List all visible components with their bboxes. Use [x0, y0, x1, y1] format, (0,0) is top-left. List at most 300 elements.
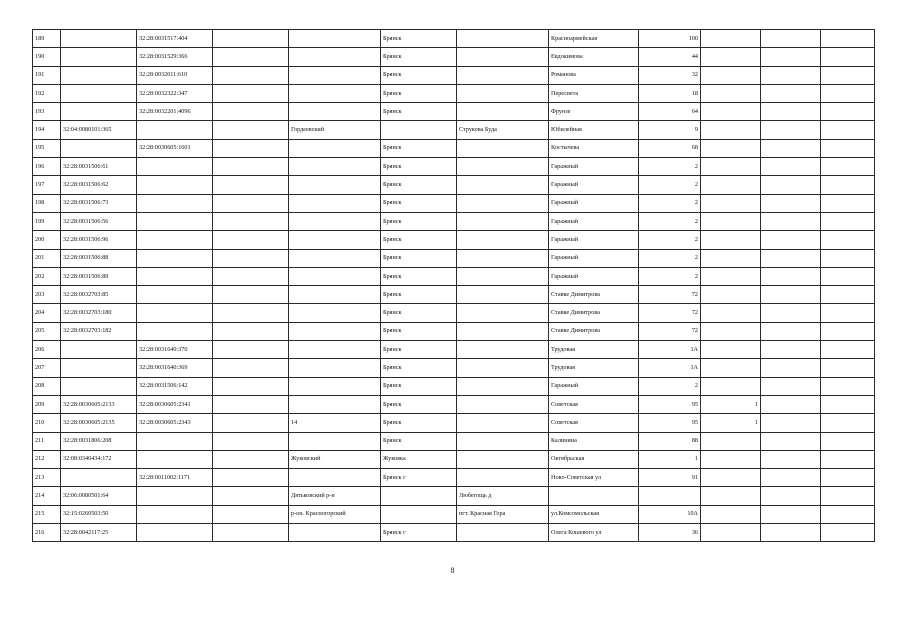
table-cell: 14: [289, 414, 381, 432]
table-cell: [761, 414, 821, 432]
table-cell: [213, 432, 289, 450]
table-cell: [61, 103, 137, 121]
table-cell: [701, 158, 761, 176]
table-cell: 32:28:0031506:96: [61, 231, 137, 249]
table-cell: 199: [33, 212, 61, 230]
table-cell: [761, 158, 821, 176]
table-cell: [289, 304, 381, 322]
table-cell: [289, 48, 381, 66]
table-row: [33, 487, 875, 505]
table-cell: Брянск: [381, 432, 457, 450]
table-cell: [821, 121, 875, 139]
table-cell: [821, 432, 875, 450]
table-cell: 1А: [639, 341, 701, 359]
table-cell: [701, 505, 761, 523]
table-cell: 100: [639, 30, 701, 48]
table-cell: Гаражный: [549, 158, 639, 176]
table-cell: [213, 450, 289, 468]
table-cell: [701, 139, 761, 157]
register-sheet: [32, 29, 875, 542]
table-row: [33, 341, 875, 359]
table-cell: [701, 341, 761, 359]
table-cell: [289, 194, 381, 212]
table-cell: 32:28:0030605:2135: [61, 414, 137, 432]
table-cell: 190: [33, 48, 61, 66]
table-cell: [761, 121, 821, 139]
table-cell: [289, 469, 381, 487]
table-cell: 207: [33, 359, 61, 377]
table-cell: [701, 231, 761, 249]
table-cell: [701, 359, 761, 377]
table-cell: [213, 469, 289, 487]
table-row: [33, 395, 875, 413]
table-cell: 88: [639, 432, 701, 450]
table-cell: 203: [33, 286, 61, 304]
table-cell: 215: [33, 505, 61, 523]
table-cell: 32:28:0031506:56: [61, 212, 137, 230]
table-cell: р-он. Красногорский: [289, 505, 381, 523]
table-cell: [701, 322, 761, 340]
table-cell: Любегощь д: [457, 487, 549, 505]
table-cell: [61, 48, 137, 66]
table-cell: 2: [639, 377, 701, 395]
table-cell: Олега Кошевого ул: [549, 524, 639, 542]
table-cell: [701, 30, 761, 48]
table-cell: Брянск: [381, 176, 457, 194]
table-cell: [761, 103, 821, 121]
table-cell: 210: [33, 414, 61, 432]
table-cell: [137, 158, 213, 176]
table-cell: Советская: [549, 395, 639, 413]
table-cell: [761, 66, 821, 84]
table-cell: 32:28:0031506:73: [61, 194, 137, 212]
table-row: [33, 304, 875, 322]
table-cell: [821, 469, 875, 487]
table-cell: 213: [33, 469, 61, 487]
table-cell: [213, 267, 289, 285]
table-row: [33, 432, 875, 450]
table-cell: 216: [33, 524, 61, 542]
table-cell: Советская: [549, 414, 639, 432]
table-cell: Дятьковский р-н: [289, 487, 381, 505]
table-cell: [213, 487, 289, 505]
table-cell: [213, 249, 289, 267]
table-cell: [213, 505, 289, 523]
table-cell: 68: [639, 139, 701, 157]
table-cell: [701, 304, 761, 322]
table-cell: [137, 194, 213, 212]
table-cell: [821, 524, 875, 542]
table-cell: [761, 176, 821, 194]
table-row: [33, 450, 875, 468]
table-cell: [137, 487, 213, 505]
table-cell: [821, 30, 875, 48]
table-cell: Гаражный: [549, 267, 639, 285]
table-row: [33, 505, 875, 523]
table-cell: [137, 505, 213, 523]
table-cell: 192: [33, 84, 61, 102]
table-row: [33, 212, 875, 230]
table-cell: 32:28:0030605:2343: [137, 414, 213, 432]
table-cell: [457, 377, 549, 395]
table-cell: 44: [639, 48, 701, 66]
table-cell: [821, 66, 875, 84]
table-cell: [761, 267, 821, 285]
table-cell: 205: [33, 322, 61, 340]
table-cell: Калинина: [549, 432, 639, 450]
table-cell: 32:28:0031506:89: [61, 267, 137, 285]
table-cell: 32:28:0030605:2133: [61, 395, 137, 413]
table-cell: [761, 212, 821, 230]
table-cell: Жуковка: [381, 450, 457, 468]
table-cell: 214: [33, 487, 61, 505]
table-cell: [289, 524, 381, 542]
table-row: [33, 66, 875, 84]
table-cell: [137, 121, 213, 139]
table-cell: 2: [639, 158, 701, 176]
table-cell: [213, 176, 289, 194]
table-cell: [821, 377, 875, 395]
table-cell: Юбилейная: [549, 121, 639, 139]
table-cell: [701, 121, 761, 139]
table-cell: [457, 286, 549, 304]
table-cell: Гаражный: [549, 377, 639, 395]
table-cell: 32:28:0031640:369: [137, 359, 213, 377]
table-cell: [761, 395, 821, 413]
table-cell: [61, 139, 137, 157]
table-cell: [457, 158, 549, 176]
table-cell: [137, 450, 213, 468]
table-cell: 72: [639, 286, 701, 304]
table-cell: [213, 121, 289, 139]
table-row: [33, 469, 875, 487]
table-cell: 32:28:0032322:347: [137, 84, 213, 102]
table-cell: [289, 30, 381, 48]
table-cell: ул.Комсомольская: [549, 505, 639, 523]
table-cell: [457, 469, 549, 487]
table-cell: [701, 469, 761, 487]
table-cell: 32:28:0032201:4096: [137, 103, 213, 121]
table-cell: [61, 84, 137, 102]
table-cell: 1: [701, 395, 761, 413]
table-cell: Брянск: [381, 377, 457, 395]
table-cell: 197: [33, 176, 61, 194]
table-cell: 32:28:0032703:182: [61, 322, 137, 340]
table-cell: [457, 395, 549, 413]
table-cell: [701, 103, 761, 121]
table-cell: [821, 158, 875, 176]
table-cell: [213, 30, 289, 48]
table-cell: [701, 48, 761, 66]
table-cell: Гаражный: [549, 194, 639, 212]
table-cell: [137, 267, 213, 285]
table-cell: [289, 84, 381, 102]
table-row: [33, 48, 875, 66]
table-cell: [457, 414, 549, 432]
table-cell: [761, 139, 821, 157]
table-cell: Брянск: [381, 212, 457, 230]
table-cell: 194: [33, 121, 61, 139]
table-cell: [821, 414, 875, 432]
table-row: [33, 377, 875, 395]
table-row: [33, 84, 875, 102]
table-cell: [213, 359, 289, 377]
table-cell: [289, 66, 381, 84]
table-cell: [213, 84, 289, 102]
table-cell: 1: [639, 450, 701, 468]
table-cell: 32:06:0080501:64: [61, 487, 137, 505]
table-cell: 95: [639, 414, 701, 432]
table-cell: [701, 249, 761, 267]
table-cell: 72: [639, 304, 701, 322]
table-row: [33, 267, 875, 285]
table-cell: [137, 286, 213, 304]
register-table: [32, 29, 875, 542]
table-cell: 2: [639, 231, 701, 249]
table-cell: [289, 359, 381, 377]
table-cell: Брянск г: [381, 524, 457, 542]
table-cell: Костычева: [549, 139, 639, 157]
table-cell: 32:28:0032703:180: [61, 304, 137, 322]
table-cell: Фрунзе: [549, 103, 639, 121]
table-cell: 32:28:0030605:1601: [137, 139, 213, 157]
table-cell: Брянск: [381, 395, 457, 413]
table-cell: Брянск: [381, 194, 457, 212]
table-cell: [457, 267, 549, 285]
table-cell: [761, 377, 821, 395]
table-cell: [457, 66, 549, 84]
table-cell: [701, 212, 761, 230]
table-cell: [761, 524, 821, 542]
table-cell: [213, 194, 289, 212]
table-cell: 91: [639, 469, 701, 487]
table-cell: 32:28:0031506:61: [61, 158, 137, 176]
table-cell: [289, 249, 381, 267]
table-cell: 32:28:0031506:142: [137, 377, 213, 395]
table-cell: [821, 304, 875, 322]
table-cell: Брянск: [381, 103, 457, 121]
table-cell: [761, 304, 821, 322]
table-cell: [457, 249, 549, 267]
table-cell: Брянск: [381, 84, 457, 102]
table-cell: [761, 30, 821, 48]
table-cell: 32:28:0031529:366: [137, 48, 213, 66]
table-cell: [213, 158, 289, 176]
table-cell: Брянск: [381, 158, 457, 176]
table-cell: [821, 341, 875, 359]
table-cell: 202: [33, 267, 61, 285]
table-cell: [457, 524, 549, 542]
table-cell: 32:28:0031517:404: [137, 30, 213, 48]
table-cell: Брянск: [381, 267, 457, 285]
table-cell: [213, 139, 289, 157]
table-cell: [761, 231, 821, 249]
table-cell: 208: [33, 377, 61, 395]
table-cell: [821, 212, 875, 230]
table-row: [33, 176, 875, 194]
table-cell: [289, 212, 381, 230]
table-cell: [289, 103, 381, 121]
table-row: [33, 194, 875, 212]
table-cell: Брянск г: [381, 469, 457, 487]
table-cell: 204: [33, 304, 61, 322]
table-row: [33, 359, 875, 377]
table-cell: 32:08:0340434:172: [61, 450, 137, 468]
table-cell: [213, 103, 289, 121]
table-cell: Ново-Советская ул: [549, 469, 639, 487]
table-cell: [761, 359, 821, 377]
table-cell: [761, 505, 821, 523]
table-cell: [821, 84, 875, 102]
table-cell: Евдокимова: [549, 48, 639, 66]
table-cell: [701, 176, 761, 194]
table-row: [33, 121, 875, 139]
table-cell: 72: [639, 322, 701, 340]
table-cell: 32:28:0011002:1171: [137, 469, 213, 487]
table-cell: [457, 432, 549, 450]
table-cell: Жуковский: [289, 450, 381, 468]
table-cell: 2: [639, 249, 701, 267]
table-cell: [457, 30, 549, 48]
table-cell: Брянск: [381, 341, 457, 359]
table-cell: Гаражный: [549, 249, 639, 267]
table-cell: [761, 194, 821, 212]
table-cell: [137, 322, 213, 340]
table-cell: [457, 359, 549, 377]
table-cell: [701, 432, 761, 450]
table-cell: 32:04:0080101:365: [61, 121, 137, 139]
table-cell: [381, 505, 457, 523]
table-cell: [457, 231, 549, 249]
table-row: [33, 286, 875, 304]
table-cell: [289, 286, 381, 304]
table-cell: Брянск: [381, 30, 457, 48]
table-cell: Брянск: [381, 359, 457, 377]
table-cell: 18: [639, 84, 701, 102]
table-cell: Брянск: [381, 139, 457, 157]
table-cell: [289, 267, 381, 285]
table-cell: 10А: [639, 505, 701, 523]
table-cell: Брянск: [381, 249, 457, 267]
table-cell: [289, 158, 381, 176]
table-cell: [761, 450, 821, 468]
table-cell: 189: [33, 30, 61, 48]
table-row: [33, 524, 875, 542]
table-cell: [457, 48, 549, 66]
table-cell: 32:28:0031506:62: [61, 176, 137, 194]
table-cell: [821, 286, 875, 304]
table-cell: [821, 231, 875, 249]
table-cell: 32:28:0042117:25: [61, 524, 137, 542]
table-body: [33, 30, 875, 542]
table-cell: [213, 66, 289, 84]
table-cell: [457, 212, 549, 230]
table-cell: 32:28:0032703:85: [61, 286, 137, 304]
table-cell: [639, 487, 701, 505]
table-cell: [761, 322, 821, 340]
table-cell: [289, 322, 381, 340]
table-cell: [137, 432, 213, 450]
table-cell: [821, 359, 875, 377]
table-cell: [821, 139, 875, 157]
table-cell: 2: [639, 267, 701, 285]
table-cell: [457, 341, 549, 359]
table-cell: [61, 377, 137, 395]
table-cell: [61, 30, 137, 48]
table-cell: [381, 487, 457, 505]
table-cell: [213, 212, 289, 230]
table-cell: [821, 322, 875, 340]
table-cell: [761, 469, 821, 487]
table-cell: [701, 66, 761, 84]
table-cell: 32:15:0260503:50: [61, 505, 137, 523]
table-cell: [457, 84, 549, 102]
table-cell: [821, 267, 875, 285]
table-cell: Брянск: [381, 304, 457, 322]
table-cell: [821, 103, 875, 121]
table-cell: [213, 322, 289, 340]
table-cell: [289, 377, 381, 395]
table-cell: [761, 487, 821, 505]
table-cell: 195: [33, 139, 61, 157]
table-cell: 64: [639, 103, 701, 121]
table-cell: 196: [33, 158, 61, 176]
table-cell: Брянск: [381, 286, 457, 304]
table-cell: [61, 341, 137, 359]
table-cell: [821, 450, 875, 468]
table-cell: 191: [33, 66, 61, 84]
table-cell: 212: [33, 450, 61, 468]
table-cell: Ставке Димитрова: [549, 286, 639, 304]
table-cell: [761, 432, 821, 450]
table-cell: [701, 84, 761, 102]
table-cell: 32: [639, 66, 701, 84]
table-cell: Гаражный: [549, 176, 639, 194]
table-cell: [701, 267, 761, 285]
table-cell: [457, 194, 549, 212]
table-cell: [821, 505, 875, 523]
table-cell: [137, 524, 213, 542]
table-cell: 209: [33, 395, 61, 413]
table-cell: [701, 377, 761, 395]
table-cell: [821, 249, 875, 267]
table-cell: [61, 359, 137, 377]
table-row: [33, 103, 875, 121]
table-row: [33, 414, 875, 432]
table-cell: Брянск: [381, 414, 457, 432]
table-cell: [701, 487, 761, 505]
table-cell: [289, 176, 381, 194]
page-number: 8: [450, 566, 455, 575]
table-cell: [457, 103, 549, 121]
table-cell: [549, 487, 639, 505]
table-cell: [761, 84, 821, 102]
table-cell: [821, 487, 875, 505]
table-cell: [761, 341, 821, 359]
table-cell: 2: [639, 194, 701, 212]
table-cell: [213, 286, 289, 304]
table-cell: 211: [33, 432, 61, 450]
table-cell: [761, 249, 821, 267]
table-cell: [61, 66, 137, 84]
table-cell: Романова: [549, 66, 639, 84]
table-cell: [213, 414, 289, 432]
table-cell: Брянск: [381, 322, 457, 340]
table-cell: 201: [33, 249, 61, 267]
table-cell: [821, 48, 875, 66]
table-cell: [821, 395, 875, 413]
table-cell: 206: [33, 341, 61, 359]
